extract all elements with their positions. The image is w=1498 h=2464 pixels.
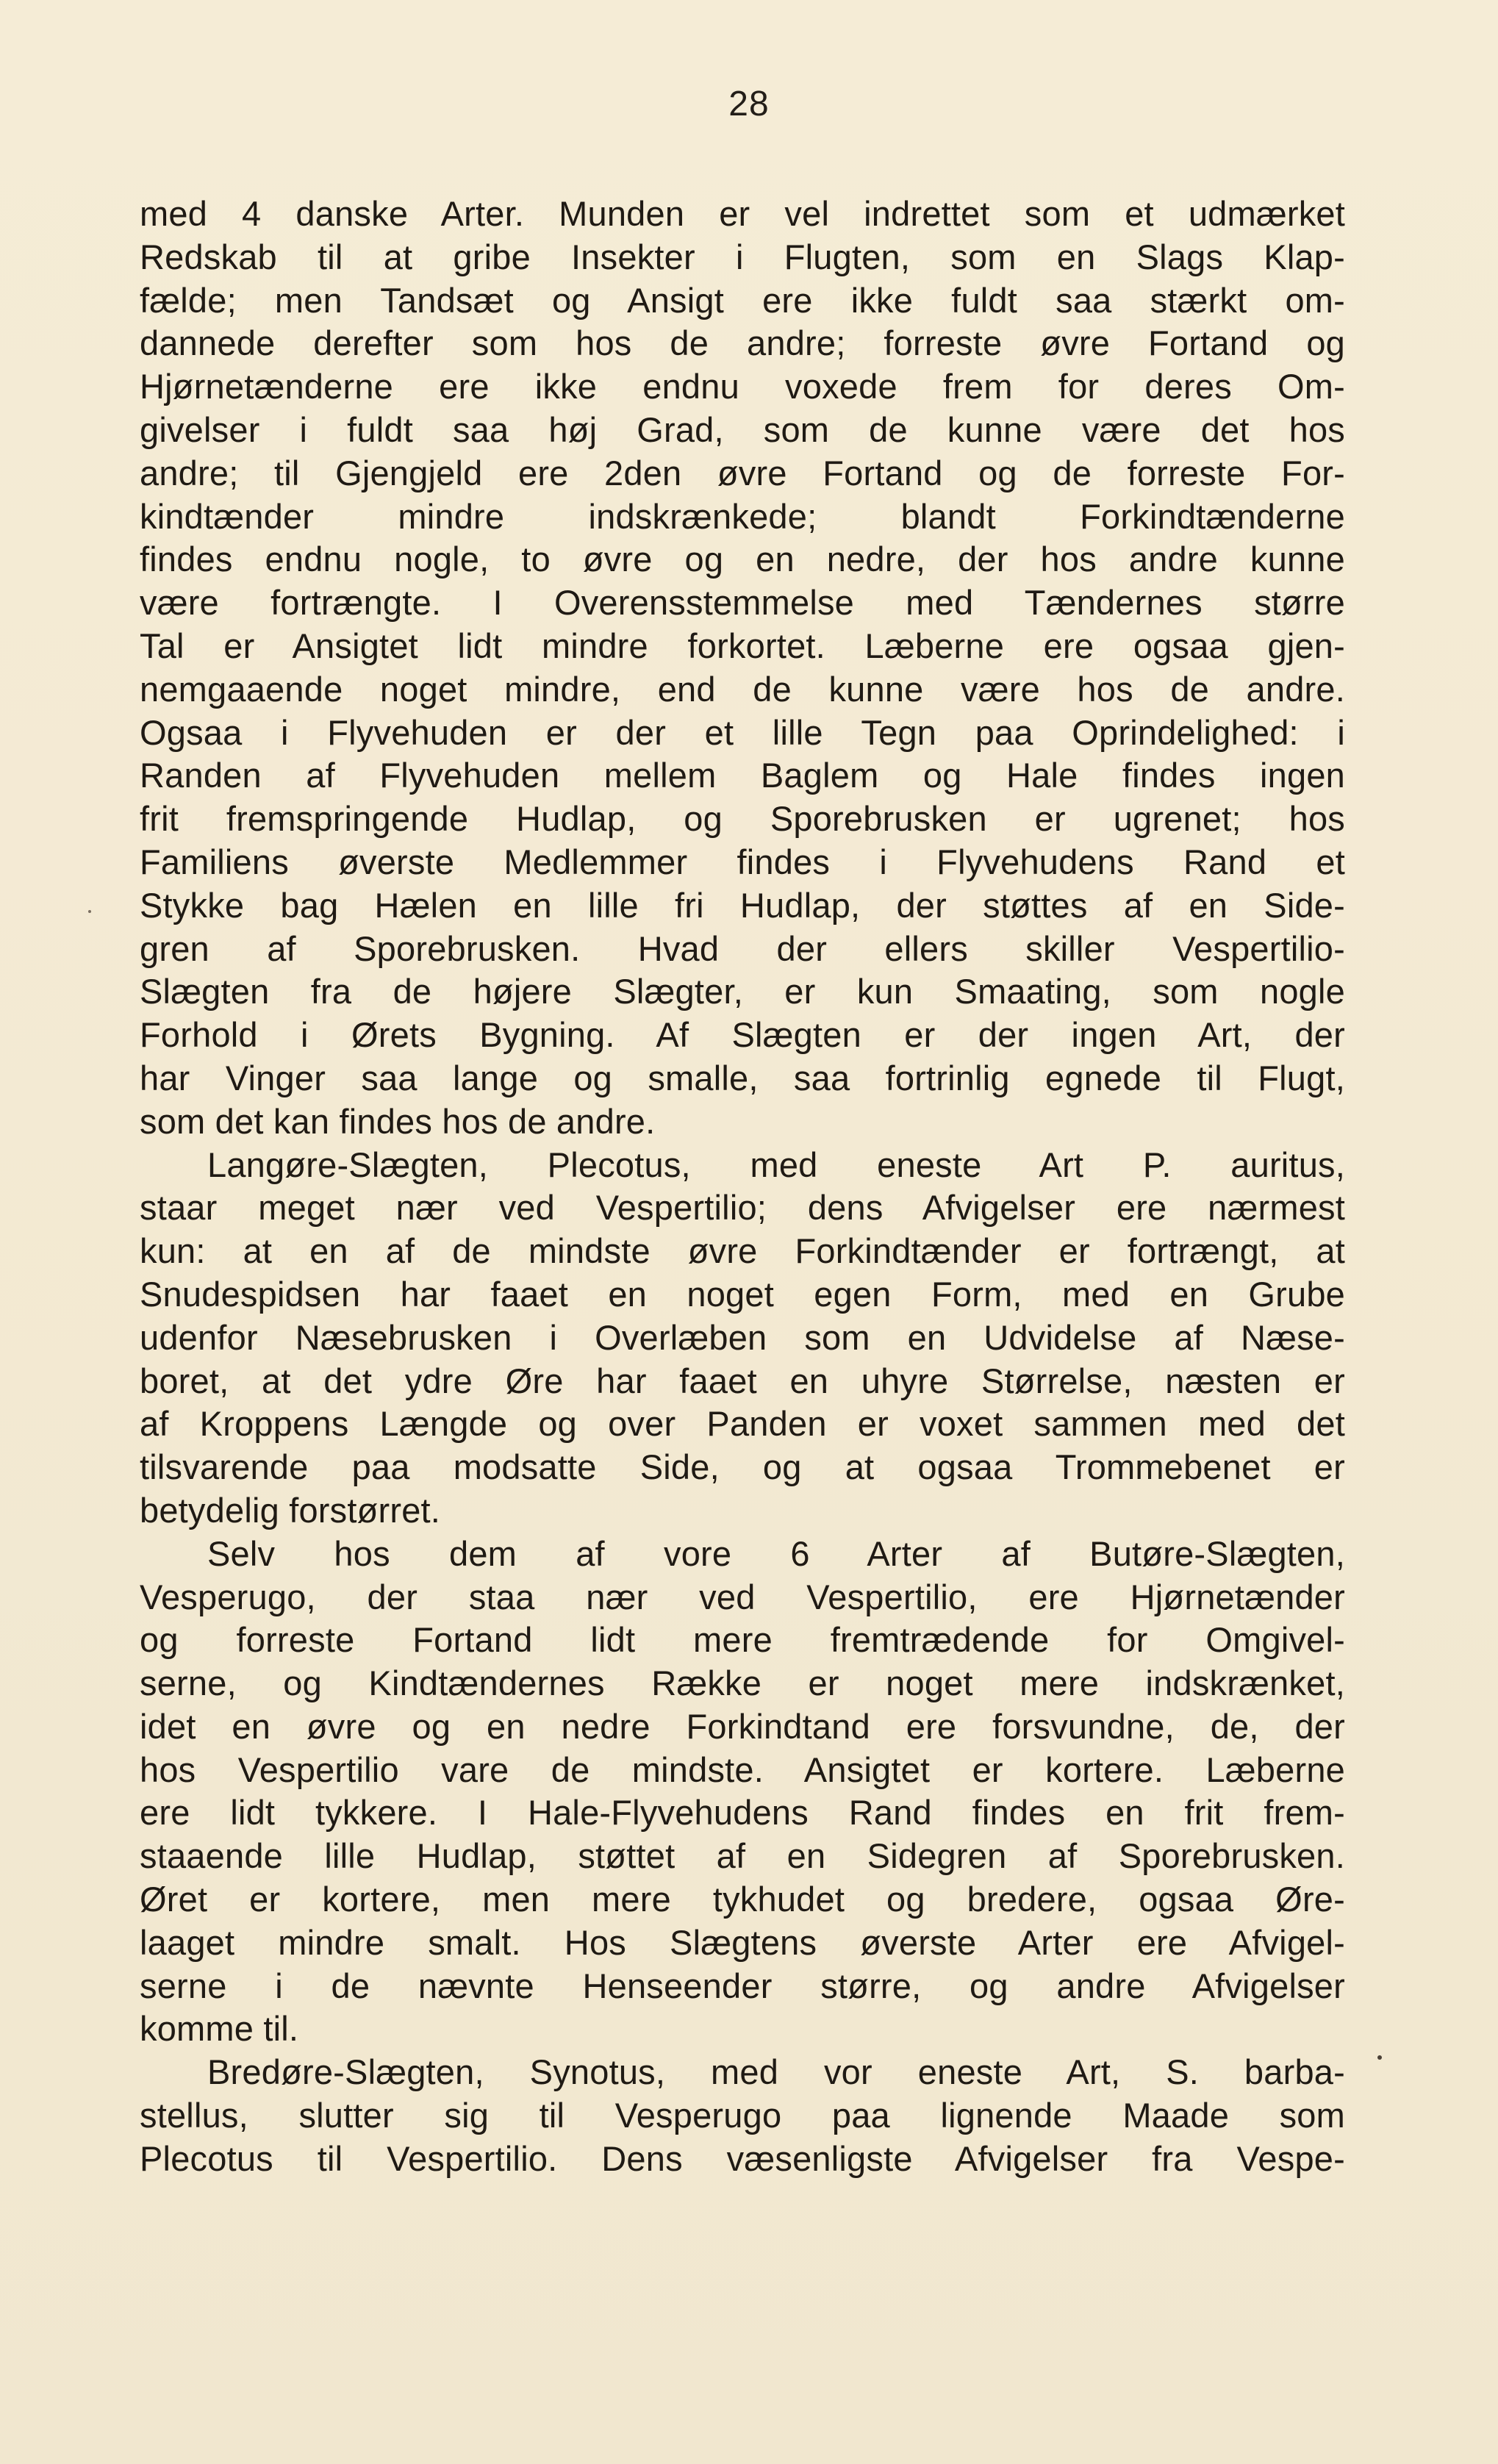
text-line: fælde; men Tandsæt og Ansigt ere ikke fuldt saa stærkt om- (140, 280, 1345, 320)
text-line: Randen af Flyvehuden mellem Baglem og Hale findes ingen (140, 756, 1345, 795)
text-line: Vesperugo, der staa nær ved Vespertilio, ere Hjørnetænder (140, 1577, 1345, 1616)
text-line: Familiens øverste Medlemmer findes i Flyvehudens Rand et (140, 842, 1345, 881)
text-line: Tal er Ansigtet lidt mindre forkortet. Læberne ere ogsaa gjen- (140, 626, 1345, 665)
text-line: udenfor Næsebrusken i Overlæben som en Udvidelse af Næse- (140, 1317, 1345, 1357)
paragraph-start-line: Bredøre-Slægten, Synotus, med vor eneste Art, S. barba- (207, 2052, 1345, 2092)
text-line: være fortrængte. I Overensstemmelse med Tændernes større (140, 583, 1345, 623)
text-line: givelser i fuldt saa høj Grad, som de kunne være det hos (140, 409, 1345, 449)
paragraph-start-line: Selv hos dem af vore 6 Arter af Butøre-Slægten, (207, 1533, 1345, 1573)
text-line: tilsvarende paa modsatte Side, og at ogsaa Trommebenet er (140, 1447, 1345, 1487)
text-line: nemgaaende noget mindre, end de kunne være hos de andre. (140, 669, 1345, 709)
text-line: stellus, slutter sig til Vesperugo paa lignende Maade som (140, 2096, 1345, 2135)
ink-speck (88, 910, 91, 913)
text-line: serne, og Kindtændernes Række er noget mere indskrænket, (140, 1663, 1345, 1703)
text-line: serne i de nævnte Henseender større, og andre Afvigelser (140, 1966, 1345, 2005)
text-line: Øret er kortere, men mere tykhudet og bredere, ogsaa Øre- (140, 1880, 1345, 1919)
text-line: dannede derefter som hos de andre; forreste øvre Fortand og (140, 323, 1345, 363)
text-line: Slægten fra de højere Slægter, er kun Smaating, som nogle (140, 972, 1345, 1011)
text-line: Snudespidsen har faaet en noget egen Form, med en Grube (140, 1274, 1345, 1314)
text-line: boret, at det ydre Øre har faaet en uhyre Størrelse, næsten er (140, 1361, 1345, 1400)
text-line: andre; til Gjengjeld ere 2den øvre Fortand og de forreste For- (140, 453, 1345, 493)
text-line: ere lidt tykkere. I Hale-Flyvehudens Rand findes en frit frem- (140, 1793, 1345, 1833)
text-line: hos Vespertilio vare de mindste. Ansigtet er kortere. Læberne (140, 1749, 1345, 1789)
text-line: laaget mindre smalt. Hos Slægtens øverste Arter ere Afvigel- (140, 1922, 1345, 1962)
body-text (140, 193, 1345, 2181)
text-line: som det kan findes hos de andre. (140, 1101, 656, 1141)
text-line: har Vinger saa lange og smalle, saa fortrinlig egnede til Flugt, (140, 1058, 1345, 1097)
text-line: Ogsaa i Flyvehuden er der et lille Tegn paa Oprindelighed: i (140, 712, 1345, 752)
text-line: betydelig forstørret. (140, 1490, 441, 1530)
text-line: frit fremspringende Hudlap, og Sporebrusken er ugrenet; hos (140, 799, 1345, 839)
text-line: og forreste Fortand lidt mere fremtrædende for Omgivel- (140, 1620, 1345, 1660)
text-line: af Kroppens Længde og over Panden er voxet sammen med det (140, 1404, 1345, 1444)
text-line: findes endnu nogle, to øvre og en nedre, der hos andre kunne (140, 540, 1345, 579)
page-number: 28 (728, 85, 770, 123)
text-line: kun: at en af de mindste øvre Forkindtænder er fortrængt, at (140, 1231, 1345, 1271)
ink-speck (1377, 2055, 1382, 2060)
text-line: gren af Sporebrusken. Hvad der ellers skiller Vespertilio- (140, 928, 1345, 968)
text-line: komme til. (140, 2009, 299, 2049)
text-line: Stykke bag Hælen en lille fri Hudlap, der støttes af en Side- (140, 885, 1345, 925)
text-line: staar meget nær ved Vespertilio; dens Afvigelser ere nærmest (140, 1188, 1345, 1228)
text-line: Hjørnetænderne ere ikke endnu voxede frem for deres Om- (140, 367, 1345, 407)
text-line: idet en øvre og en nedre Forkindtand ere forsvundne, de, der (140, 1706, 1345, 1746)
text-line: kindtænder mindre indskrænkede; blandt Forkindtænderne (140, 496, 1345, 536)
paragraph-start-line: Langøre-Slægten, Plecotus, med eneste Art P. auritus, (207, 1145, 1345, 1184)
text-line: Forhold i Ørets Bygning. Af Slægten er der ingen Art, der (140, 1015, 1345, 1055)
text-line: med 4 danske Arter. Munden er vel indrettet som et udmærket (140, 194, 1345, 233)
text-line: staaende lille Hudlap, støttet af en Sidegren af Sporebrusken. (140, 1836, 1345, 1876)
text-line: Plecotus til Vespertilio. Dens væsenligste Afvigelser fra Vespe- (140, 2138, 1345, 2178)
text-line: Redskab til at gribe Insekter i Flugten, som en Slags Klap- (140, 237, 1345, 276)
